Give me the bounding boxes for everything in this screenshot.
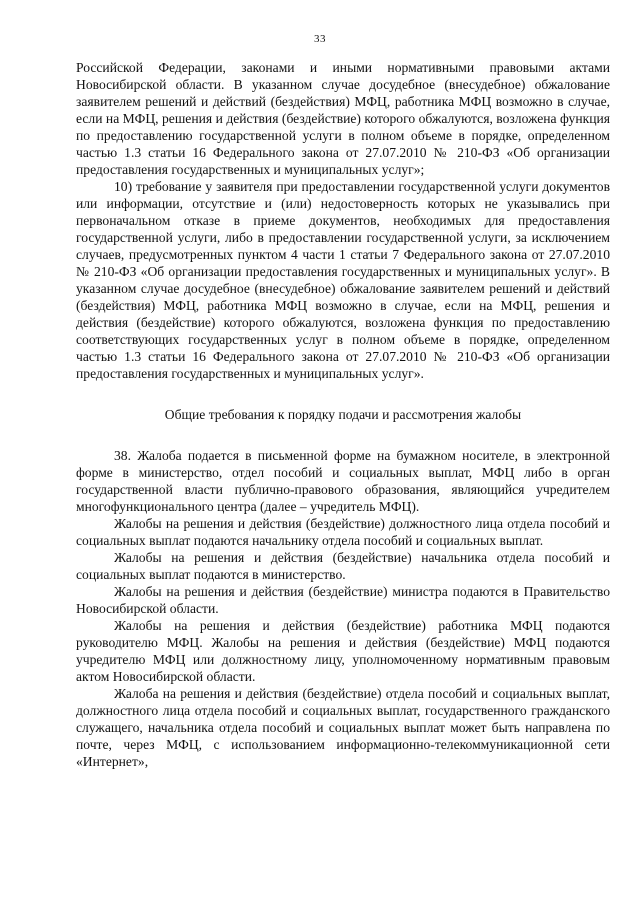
paragraph-continuation: Российской Федерации, законами и иными нормативными правовыми актами Новосибирской области. В указанном случае досудебное (внесудебное) обжалование заявителем решений и действий (бездействия) МФЦ, работника МФЦ возможно в случае, если на МФЦ, решения и действия (бездействие) которого обжалуются, возложена функция по предоставлению государственной услуги в полном объеме в порядке, определенном частью 1.3 статьи 16 Федерального закона от 27.07.2010 № 210-ФЗ «Об организации предоставления государственных и муниципальных услуг»; bbox=[76, 60, 610, 177]
paragraph: Жалобы на решения и действия (бездействие) работника МФЦ подаются руководителю МФЦ. Жалобы на решения и действия (бездействие) МФЦ подаются учредителю МФЦ или должностному лицу, уполномоченному нормативным правовым актом Новосибирской области. bbox=[76, 618, 610, 684]
document-body bbox=[76, 59, 610, 770]
page-number: 33 bbox=[314, 33, 326, 45]
paragraph-38: 38. Жалоба подается в письменной форме на бумажном носителе, в электронной форме в министерство, отдел пособий и социальных выплат, МФЦ либо в орган государственной власти публично-правового образования, являющийся учредителем многофункционального центра (далее – учредитель МФЦ). bbox=[76, 448, 610, 514]
paragraph: Жалобы на решения и действия (бездействие) начальника отдела пособий и социальных выплат подаются в министерство. bbox=[76, 550, 610, 582]
paragraph-item-10: 10) требование у заявителя при предоставлении государственной услуги документов или информации, отсутствие и (или) недостоверность которых не указывались при первоначальном отказе в приеме документов, необходимых для предоставления государственной услуги, либо в предоставлении государственной услуги, за исключением случаев, предусмотренных пунктом 4 части 1 статьи 7 Федерального закона от 27.07.2010 № 210-ФЗ «Об организации предоставления государственных и муниципальных услуг». В указанном случае досудебное (внесудебное) обжалование заявителем решений и действий (бездействия) МФЦ, работника МФЦ возможно в случае, если на МФЦ, решения и действия (бездействие) которого обжалуются, возложена функция по предоставлению соответствующих государственных услуг в полном объеме в порядке, определенном частью 1.3 статьи 16 Федерального закона от 27.07.2010 № 210-ФЗ «Об организации предоставления государственных и муниципальных услуг». bbox=[76, 179, 610, 381]
paragraph: Жалобы на решения и действия (бездействие) должностного лица отдела пособий и социальных выплат подаются начальнику отдела пособий и социальных выплат. bbox=[76, 516, 610, 548]
paragraph: Жалобы на решения и действия (бездействие) министра подаются в Правительство Новосибирской области. bbox=[76, 584, 610, 616]
section-heading: Общие требования к порядку подачи и рассмотрения жалобы bbox=[164, 407, 522, 422]
paragraph: Жалоба на решения и действия (бездействие) отдела пособий и социальных выплат, должностного лица отдела пособий и социальных выплат, государственного гражданского служащего, начальника отдела пособий и социальных выплат может быть направлена по почте, через МФЦ, с использованием информационно-телекоммуникационной сети «Интернет», bbox=[76, 686, 610, 769]
